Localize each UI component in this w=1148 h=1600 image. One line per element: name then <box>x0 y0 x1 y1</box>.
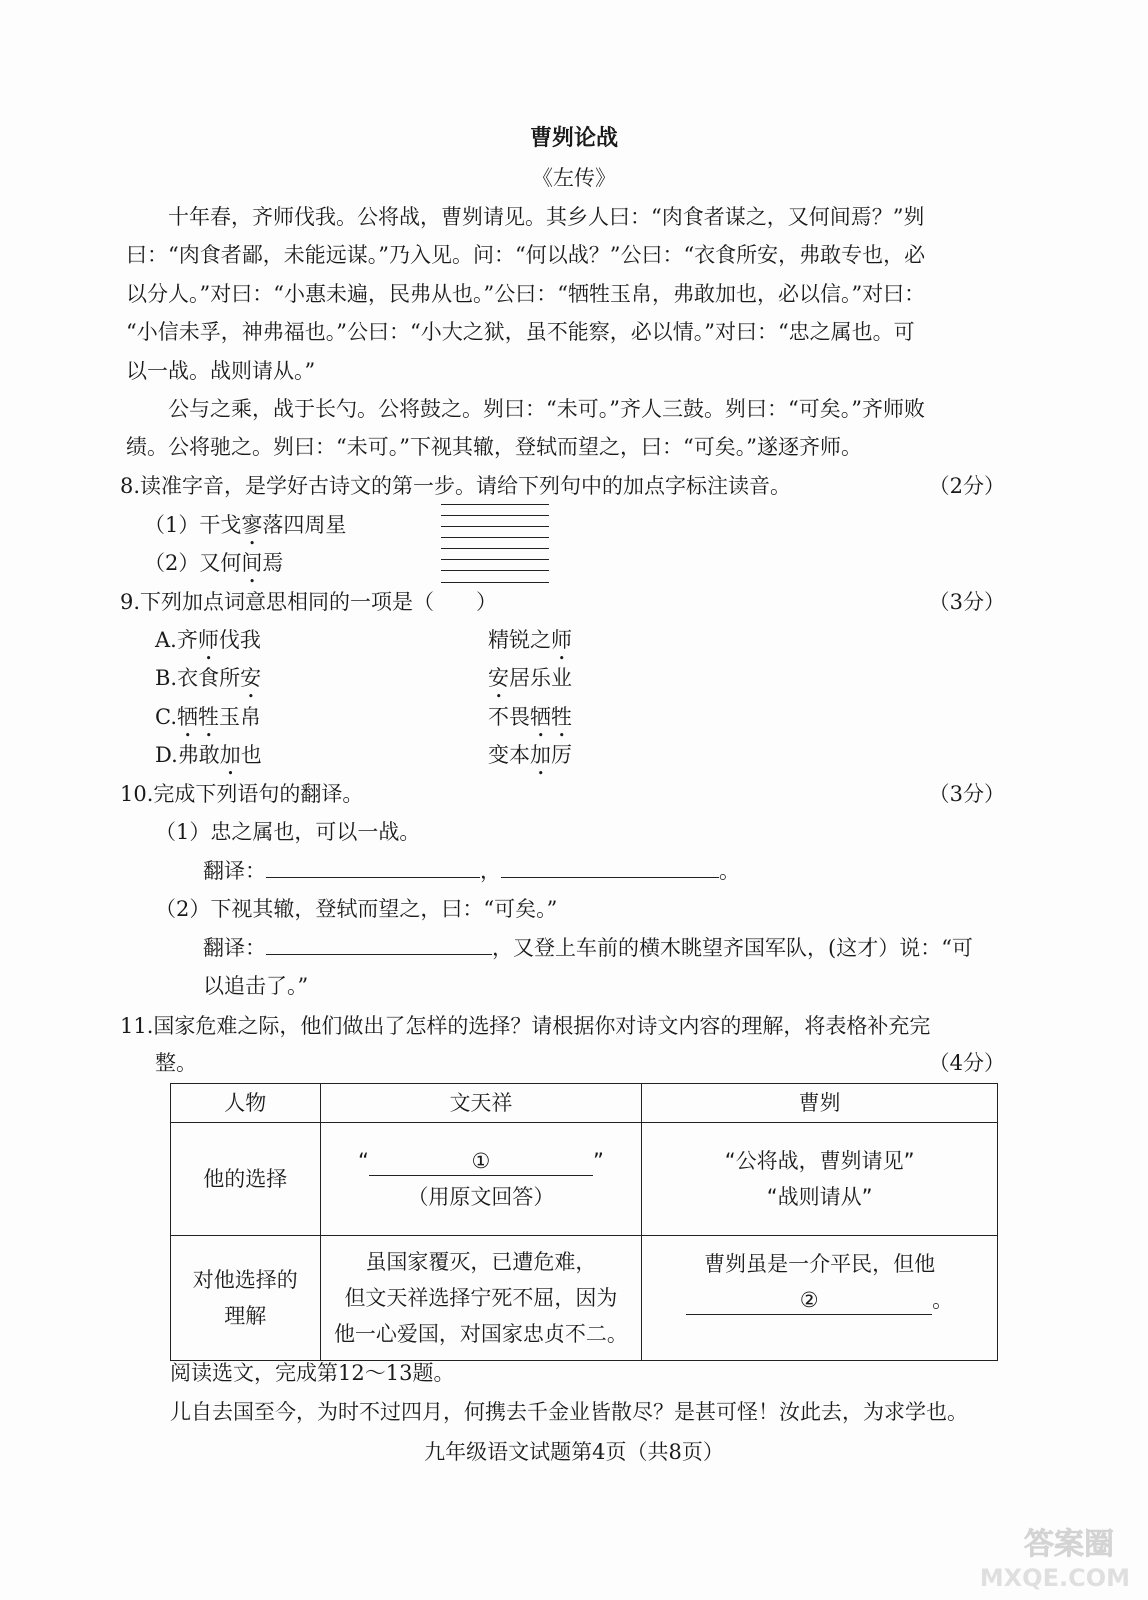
answer-blank[interactable]: ① <box>369 1147 593 1176</box>
reading-line: 儿自去国至今，为时不过四月，何携去千金业皆散尽？是甚可怪！汝此去，为求学也。 <box>170 1400 968 1424</box>
passage-line: 以一战。战则请从。” <box>126 359 316 383</box>
table-header: 曹刿 <box>642 1084 998 1123</box>
passage-title: 曹刿论战 <box>529 126 618 151</box>
row-label: 对他选择的 理解 <box>171 1236 321 1361</box>
q10-translation-1: 翻译： ， 。 <box>203 855 740 885</box>
passage-line: 以分人。”对曰：“小惠未遍，民弗从也。”公曰：“牺牲玉帛，弗敢加也，必以信。”对曰： <box>126 282 926 306</box>
q10-translation-2-cont: 以追击了。” <box>203 974 309 998</box>
watermark-mark: 答案圈 <box>1024 1527 1114 1562</box>
q11-score: （4分） <box>928 1051 1005 1075</box>
table-cell-blank-1[interactable]: “ ① ” （用原文回答） <box>320 1123 642 1236</box>
passage-line: 公与之乘，战于长勺。公将鼓之。刿曰：“未可。”齐人三鼓。刿曰：“可矣。”齐师败 <box>168 397 925 421</box>
answer-line[interactable] <box>441 548 549 549</box>
q9-option-c-right: 不畏牺牲 <box>488 705 572 729</box>
q10-sentence-2: （2）下视其辙，登轼而望之，曰：“可矣。” <box>155 897 558 921</box>
q10-translation-2: 翻译： ，又登上车前的横木眺望齐国军队，(这才）说：“可 <box>203 932 973 962</box>
answer-line[interactable] <box>441 537 549 538</box>
q9-option-c-left: C.牺牲玉帛 <box>155 705 261 729</box>
q9-option-d-left: D.弗敢加也 <box>155 743 262 767</box>
answer-blank[interactable] <box>501 856 719 878</box>
q9-option-d-right: 变本加厉 <box>488 743 572 767</box>
table-header: 人物 <box>171 1084 321 1123</box>
q8-stem: 8.读准字音，是学好古诗文的第一步。请给下列句中的加点字标注读音。 <box>120 474 792 498</box>
table-cell: “公将战，曹刿请见” “战则请从” <box>642 1123 998 1236</box>
q8-item-1: （1）干戈寥落四周星 <box>144 513 347 537</box>
q11-stem-cont: 整。 <box>155 1051 197 1075</box>
watermark-mark: MXQE.COM <box>979 1564 1130 1592</box>
q8-score: （2分） <box>928 474 1005 498</box>
q10-stem: 10.完成下列语句的翻译。 <box>120 782 364 806</box>
table-header: 文天祥 <box>320 1084 642 1123</box>
row-label: 他的选择 <box>171 1123 321 1236</box>
answer-line[interactable] <box>441 526 549 527</box>
q9-option-a-left: A.齐师伐我 <box>155 628 261 652</box>
passage-line: 十年春，齐师伐我。公将战，曹刿请见。其乡人曰：“肉食者谋之，又何间焉？”刿 <box>168 205 925 229</box>
watermark-logo <box>938 1514 1138 1594</box>
answer-table <box>170 1083 998 1361</box>
q9-option-a-right: 精锐之师 <box>488 628 572 652</box>
answer-blank[interactable]: ② <box>686 1286 932 1315</box>
passage-line: “小信未孚，神弗福也。”公曰：“小大之狱，虽不能察，必以情。”对曰：“忠之属也。可 <box>126 320 915 344</box>
q11-stem: 11.国家危难之际，他们做出了怎样的选择？请根据你对诗文内容的理解，将表格补充完 <box>120 1014 931 1038</box>
answer-blank[interactable] <box>266 933 492 955</box>
q8-item-2: （2）又何间焉 <box>144 551 284 575</box>
q10-sentence-1: （1）忠之属也，可以一战。 <box>155 820 421 844</box>
q9-stem: 9.下列加点词意思相同的一项是（ ） <box>120 590 498 614</box>
q10-score: （3分） <box>928 782 1005 806</box>
answer-line[interactable] <box>441 582 549 583</box>
cell-note: （用原文回答） <box>407 1185 555 1209</box>
page-footer: 九年级语文试题第4页（共8页） <box>424 1440 724 1464</box>
answer-line[interactable] <box>441 570 549 571</box>
q9-option-b-right: 安居乐业 <box>488 666 572 690</box>
table-cell-blank-2[interactable]: 曹刿虽是一介平民，但他 ② 。 <box>642 1236 998 1361</box>
answer-line[interactable] <box>441 515 549 516</box>
passage-line: 曰：“肉食者鄙，未能远谋。”乃入见。问：“何以战？”公曰：“衣食所安，弗敢专也，必 <box>126 243 926 267</box>
q9-score: （3分） <box>928 590 1005 614</box>
q9-option-b-left: B.衣食所安 <box>155 666 262 690</box>
table-cell: 虽国家覆灭，已遭危难， 但文天祥选择宁死不屈，因为 他一心爱国，对国家忠贞不二。 <box>320 1236 642 1361</box>
passage-line: 绩。公将驰之。刿曰：“未可。”下视其辙，登轼而望之，曰：“可矣。”遂逐齐师。 <box>126 435 862 459</box>
passage-source: 《左传》 <box>532 166 616 190</box>
answer-line[interactable] <box>441 504 549 505</box>
answer-blank[interactable] <box>266 856 480 878</box>
answer-line[interactable] <box>441 559 549 560</box>
reading-intro: 阅读选文，完成第12～13题。 <box>170 1361 455 1385</box>
